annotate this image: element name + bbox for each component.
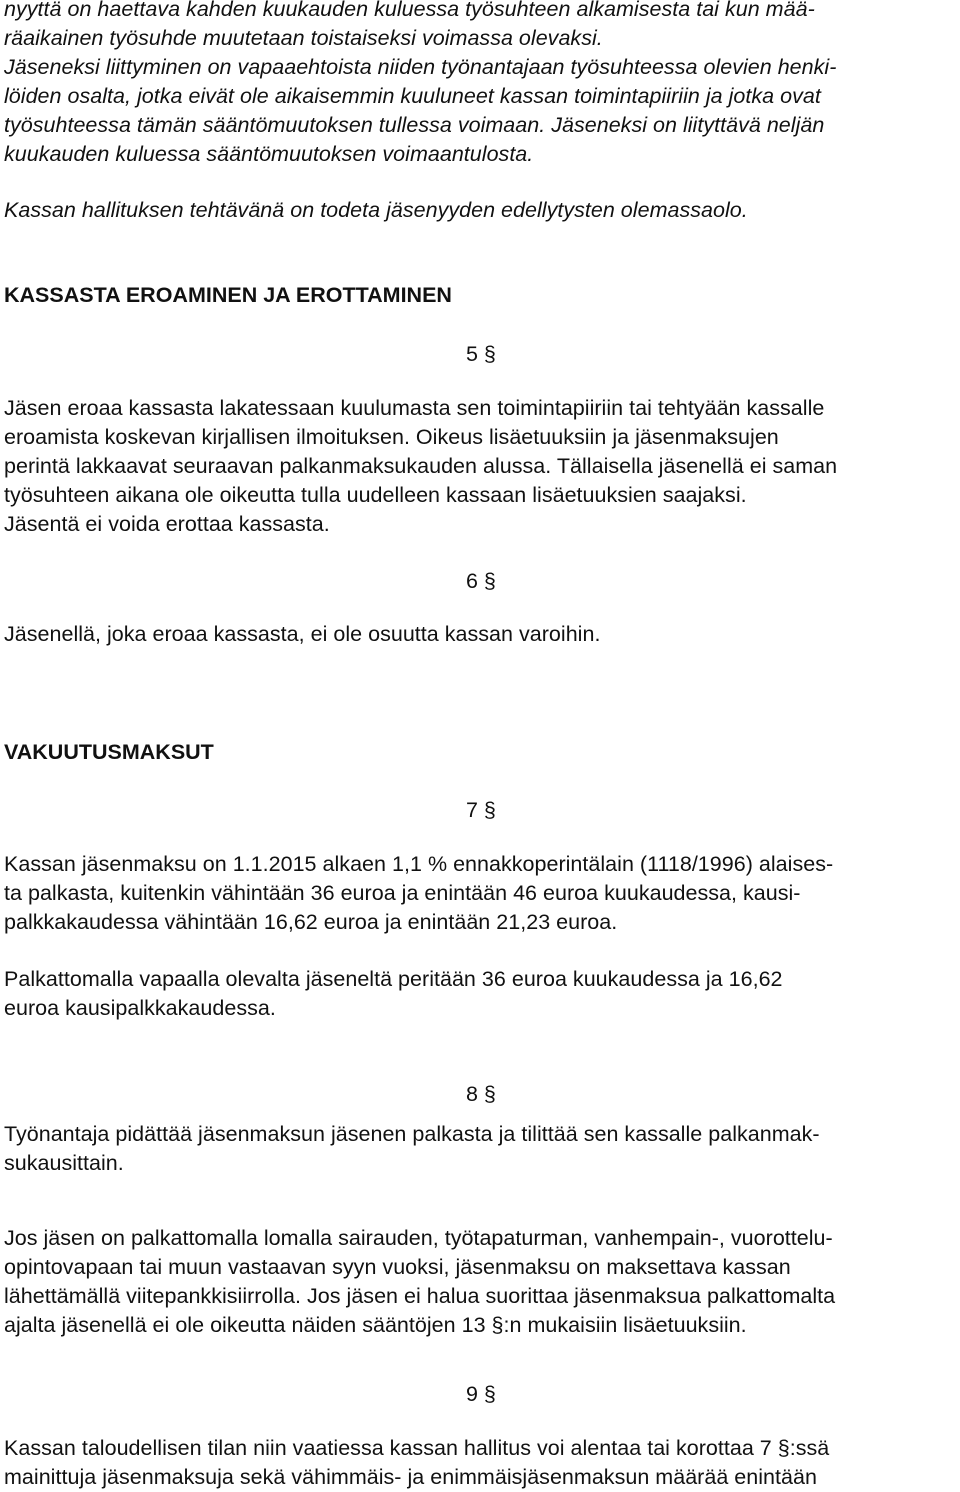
paragraph-number-5: 5 § [466, 342, 496, 366]
text-line: Jäsen eroaa kassasta lakatessaan kuulumasta sen toimintapiiriin tai tehtyään kassalle [4, 396, 825, 420]
paragraph-number-8: 8 § [466, 1082, 496, 1106]
paragraph-7b [4, 965, 954, 1023]
paragraph-number-9: 9 § [466, 1382, 496, 1406]
text-line: Työnantaja pidättää jäsenmaksun jäsenen palkasta ja tilittää sen kassalle palkanmak- [4, 1122, 820, 1146]
paragraph-6 [4, 620, 954, 649]
section-heading-vakuutusmaksut: VAKUUTUSMAKSUT [4, 740, 214, 764]
text-line: nyyttä on haettava kahden kuukauden kuluessa työsuhteen alkamisesta tai kun mää- [4, 0, 815, 21]
intro-paragraph [4, 0, 954, 169]
text-line: mainittuja jäsenmaksuja sekä vähimmäis- ja enimmäisjäsenmaksun määrää enintään [4, 1465, 817, 1489]
text-line: palkkakaudessa vähintään 16,62 euroa ja enintään 21,23 euroa. [4, 910, 618, 934]
text-line: euroa kausipalkkakaudessa. [4, 996, 276, 1020]
text-line: lähettämällä viitepankkisiirrolla. Jos jäsen ei halua suorittaa jäsenmaksua palkattomalta [4, 1284, 836, 1308]
paragraph-9 [4, 1434, 954, 1492]
section-heading-eroaminen: KASSASTA EROAMINEN JA EROTTAMINEN [4, 283, 452, 307]
paragraph-number-6: 6 § [466, 569, 496, 593]
text-line: Kassan taloudellisen tilan niin vaatiessa kassan hallitus voi alentaa tai korottaa 7 §:ssä [4, 1436, 830, 1460]
text-line: ajalta jäsenellä ei ole oikeutta näiden sääntöjen 13 §:n mukaisiin lisäetuuksiin. [4, 1313, 747, 1337]
text-line: työsuhteessa tämän sääntömuutoksen tullessa voimaan. Jäseneksi on liityttävä neljän [4, 113, 825, 137]
text-line: ta palkasta, kuitenkin vähintään 36 euroa ja enintään 46 euroa kuukaudessa, kausi- [4, 881, 801, 905]
text-line: sukausittain. [4, 1151, 124, 1175]
paragraph-8 [4, 1120, 954, 1178]
paragraph-number-7: 7 § [466, 798, 496, 822]
paragraph-8b [4, 1224, 954, 1340]
text-line: perintä lakkaavat seuraavan palkanmaksukauden alussa. Tällaisella jäsenellä ei saman [4, 454, 838, 478]
text-line: Palkattomalla vapaalla olevalta jäseneltä peritään 36 euroa kuukaudessa ja 16,62 [4, 967, 783, 991]
text-line: löiden osalta, jotka eivät ole aikaisemmin kuuluneet kassan toimintapiiriin ja jotka ovat [4, 84, 821, 108]
paragraph-7 [4, 850, 954, 937]
board-task-paragraph [4, 196, 954, 225]
text-line: Jäsentä ei voida erottaa kassasta. [4, 512, 330, 536]
text-line: Jäsenellä, joka eroaa kassasta, ei ole osuutta kassan varoihin. [4, 622, 601, 646]
paragraph-5 [4, 394, 954, 539]
text-line: Jäseneksi liittyminen on vapaaehtoista niiden työnantajaan työsuhteessa olevien henki- [4, 55, 837, 79]
text-line: Kassan hallituksen tehtävänä on todeta jäsenyyden edellytysten olemassaolo. [4, 198, 748, 222]
text-line: eroamista koskevan kirjallisen ilmoituksen. Oikeus lisäetuuksiin ja jäsenmaksujen [4, 425, 779, 449]
text-line: Jos jäsen on palkattomalla lomalla sairauden, työtapaturman, vanhempain-, vuorottelu- [4, 1226, 833, 1250]
text-line: Kassan jäsenmaksu on 1.1.2015 alkaen 1,1 % ennakkoperintälain (1118/1996) alaises- [4, 852, 834, 876]
text-line: kuukauden kuluessa sääntömuutoksen voimaantulosta. [4, 142, 534, 166]
text-line: opintovapaan tai muun vastaavan syyn vuoksi, jäsenmaksu on maksettava kassan [4, 1255, 791, 1279]
text-line: työsuhteen aikana ole oikeutta tulla uudelleen kassaan lisäetuuksien saajaksi. [4, 483, 747, 507]
text-line: räaikainen työsuhde muutetaan toistaiseksi voimassa olevaksi. [4, 26, 603, 50]
